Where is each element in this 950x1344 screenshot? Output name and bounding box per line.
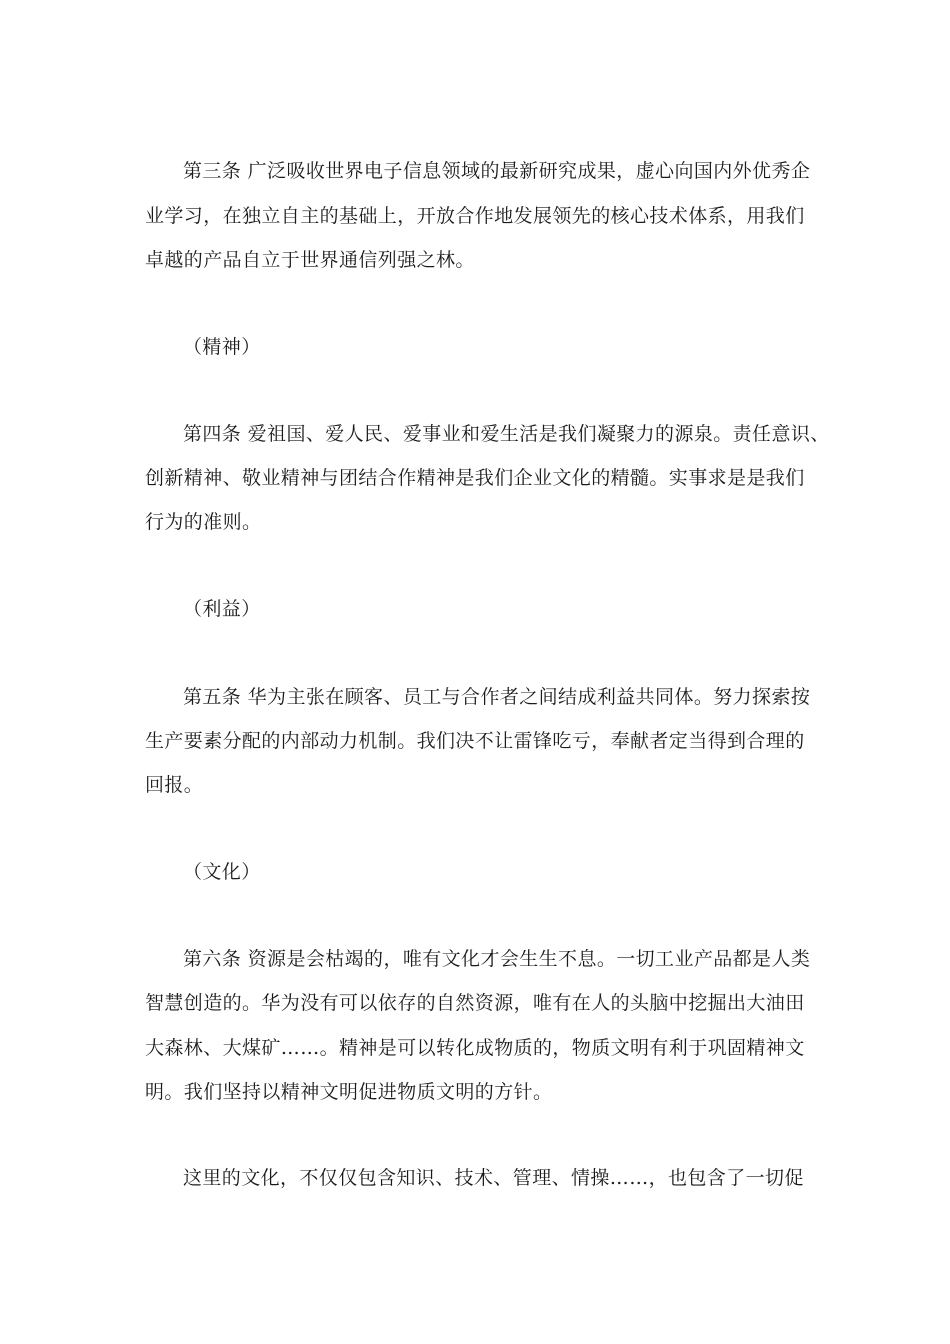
section-heading-culture: （文化） [183,861,261,883]
article-3-line-3: 卓越的产品自立于世界通信列强之林。 [145,249,475,271]
article-3-line-1: 第三条 广泛吸收世界电子信息领域的最新研究成果，虚心向国内外优秀企 [183,160,811,182]
section-heading-spirit: （精神） [183,336,261,358]
article-6-line-2: 智慧创造的。华为没有可以依存的自然资源，唯有在人的头脑中挖掘出大油田 [145,992,805,1014]
article-5-line-1: 第五条 华为主张在顾客、员工与合作者之间结成利益共同体。努力探索按 [183,686,811,708]
article-5-line-2: 生产要素分配的内部动力机制。我们决不让雷锋吃亏，奉献者定当得到合理的 [145,730,805,752]
section-heading-benefit: （利益） [183,598,261,620]
article-3-line-2: 业学习，在独立自主的基础上，开放合作地发展领先的核心技术体系，用我们 [145,205,805,227]
article-6-line-4: 明。我们坚持以精神文明促进物质文明的方针。 [145,1081,553,1103]
culture-note-line-1: 这里的文化，不仅仅包含知识、技术、管理、情操……，也包含了一切促 [183,1167,804,1189]
article-6-line-1: 第六条 资源是会枯竭的，唯有文化才会生生不息。一切工业产品都是人类 [183,948,811,970]
article-4-line-3: 行为的准则。 [145,511,262,533]
article-4-line-2: 创新精神、敬业精神与团结合作精神是我们企业文化的精髓。实事求是是我们 [145,467,805,489]
article-5-line-3: 回报。 [145,774,204,796]
article-4-line-1: 第四条 爱祖国、爱人民、爱事业和爱生活是我们凝聚力的源泉。责任意识、 [183,423,830,445]
article-6-line-3: 大森林、大煤矿……。精神是可以转化成物质的，物质文明有利于巩固精神文 [145,1037,805,1059]
